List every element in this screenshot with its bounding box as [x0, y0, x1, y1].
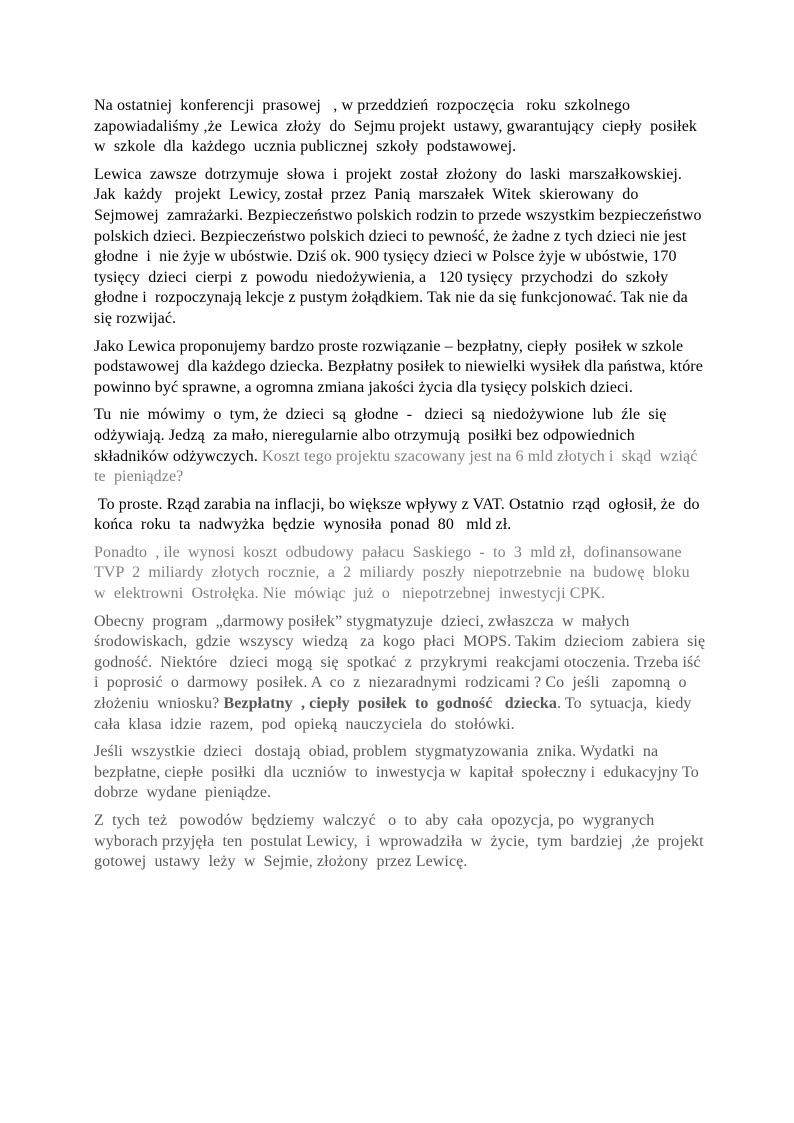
text-line	[94, 852, 714, 873]
text-run: odżywiają. Jedzą za mało, nieregularnie albo otrzymują posiłki bez odpowiednich	[94, 426, 635, 444]
text-line	[94, 247, 714, 268]
paragraph	[94, 405, 714, 487]
text-run: godność. Niektóre dzieci mogą się spotkać z przykrymi reakcjami otoczenia. Trzeba iść	[94, 653, 701, 671]
text-line	[94, 96, 714, 117]
text-line	[94, 563, 714, 584]
text-run: Jako Lewica proponujemy bardzo proste rozwiązanie – bezpłatny, ciepły posiłek w szkole	[94, 337, 684, 355]
text-line	[94, 832, 714, 853]
text-line	[94, 426, 714, 447]
text-run: Na ostatniej konferencji prasowej , w przeddzień rozpoczęcia roku szkolnego	[94, 97, 631, 114]
paragraph	[94, 165, 714, 330]
paragraph	[94, 495, 714, 536]
text-line	[94, 715, 714, 736]
text-run: Z tych też powodów będziemy walczyć o to aby cała opozycja, po wygranych	[94, 812, 655, 829]
text-line	[94, 185, 714, 206]
text-line	[94, 783, 714, 804]
text-line	[94, 165, 714, 186]
text-line	[94, 227, 714, 248]
text-run: Jak każdy projekt Lewicy, został przez Panią marszałek Witek skierowany do	[94, 186, 639, 204]
text-line	[94, 811, 714, 832]
text-line	[94, 632, 714, 653]
text-run: cała klasa idzie razem, pod opieką nauczyciela do stołówki.	[94, 715, 515, 733]
text-run: To proste. Rząd zarabia na inflacji, bo większe wpływy z VAT. Ostatnio rząd ogłosił, że do	[94, 495, 700, 513]
text-line	[94, 268, 714, 289]
text-run: podstawowej dla każdego dziecka. Bezpłatny posiłek to niewielki wysiłek dla państwa, które	[94, 358, 703, 376]
text-line	[94, 515, 714, 536]
text-run: w elektrowni Ostrołęka. Nie mówiąc już o niepotrzebnej inwestycji CPK.	[94, 585, 606, 603]
text-line	[94, 117, 714, 138]
text-run: Koszt tego projektu szacowany jest na 6 mld złotych i skąd wziąć	[262, 447, 698, 465]
text-line	[94, 467, 714, 488]
text-line	[94, 694, 714, 715]
text-run: TVP 2 miliardy złotych rocznie, a 2 miliardy poszły niepotrzebnie na budowę bloku	[94, 564, 690, 582]
text-run: głodne i nie żyje w ubóstwie. Dziś ok. 900 tysięcy dzieci w Polsce żyje w ubóstwie, 170	[94, 248, 677, 266]
bold-text-run: Bezpłatny , ciepły posiłek to godność dziecka	[223, 695, 557, 713]
text-line	[94, 447, 714, 468]
text-run: wyborach przyjęła ten postulat Lewicy, i wprowadziła w życie, tym bardziej ,że projekt	[94, 832, 704, 850]
text-line	[94, 673, 714, 694]
text-line	[94, 288, 714, 309]
text-run: bezpłatne, ciepłe posiłki dla uczniów to inwestycja w kapitał społeczny i edukacyjny To	[94, 763, 699, 781]
text-line	[94, 543, 714, 564]
text-line	[94, 357, 714, 378]
text-run: Tu nie mówimy o tym, że dzieci są głodne - dzieci są niedożywione lub źle się	[94, 406, 667, 424]
document-body	[94, 96, 714, 880]
paragraph	[94, 742, 714, 804]
text-line	[94, 612, 714, 633]
text-run: tysięcy dzieci cierpi z powodu niedożywienia, a 120 tysięcy przychodzi do szkoły	[94, 268, 669, 286]
text-run: te pieniądze?	[94, 468, 184, 486]
text-line	[94, 137, 714, 158]
text-run: gotowej ustawy leży w Sejmie, złożony przez Lewicę.	[94, 853, 468, 871]
paragraph	[94, 612, 714, 736]
text-run: składników odżywczych.	[94, 447, 263, 465]
text-run: Jeśli wszystkie dzieci dostają obiad, problem stygmatyzowania znika. Wydatki na	[94, 743, 659, 761]
text-line	[94, 337, 714, 358]
text-run: powinno być sprawne, a ogromna zmiana jakości życia dla tysięcy polskich dzieci.	[94, 378, 633, 396]
text-run: Ponadto , ile wynosi koszt odbudowy pałacu Saskiego - to 3 mld zł, dofinansowane	[94, 543, 682, 561]
text-run: złożeniu wniosku?	[94, 695, 224, 713]
text-run: końca roku ta nadwyżka będzie wynosiła ponad 80 mld zł.	[94, 516, 512, 534]
text-run: w szkole dla każdego ucznia publicznej szkoły podstawowej.	[94, 138, 517, 156]
text-run: Sejmowej zamrażarki. Bezpieczeństwo polskich rodzin to przede wszystkim bezpieczeństwo	[94, 206, 702, 224]
text-line	[94, 206, 714, 227]
text-run: się rozwijać.	[94, 309, 177, 327]
text-run: i poprosić o darmowy posiłek. A co z niezaradnymi rodzicami ? Co jeśli zapomną o	[94, 674, 687, 692]
text-run: zapowiadaliśmy ,że Lewica złoży do Sejmu projekt ustawy, gwarantujący ciepły posiłek	[94, 117, 697, 135]
text-line	[94, 309, 714, 330]
paragraph	[94, 337, 714, 399]
text-line	[94, 763, 714, 784]
text-run: środowiskach, gdzie wszyscy wiedzą za kogo płaci MOPS. Takim dzieciom zabiera się	[94, 633, 706, 651]
paragraph	[94, 811, 714, 873]
text-run: Lewica zawsze dotrzymuje słowa i projekt został złożony do laski marszałkowskiej.	[94, 165, 683, 183]
text-line	[94, 742, 714, 763]
paragraph	[94, 543, 714, 605]
text-line	[94, 495, 714, 516]
text-line	[94, 653, 714, 674]
text-run: Obecny program „darmowy posiłek” stygmatyzuje dzieci, zwłaszcza w małych	[94, 612, 630, 630]
text-run: głodne i rozpoczynają lekcje z pustym żołądkiem. Tak nie da się funkcjonować. Tak nie da	[94, 289, 688, 307]
text-line	[94, 378, 714, 399]
text-run: . To sytuacja, kiedy	[557, 695, 692, 713]
text-run: polskich dzieci. Bezpieczeństwo polskich dzieci to pewność, że żadne z tych dzieci nie jest	[94, 227, 687, 245]
text-run: dobrze wydane pieniądze.	[94, 784, 272, 802]
text-line	[94, 584, 714, 605]
paragraph	[94, 96, 714, 158]
text-line	[94, 405, 714, 426]
